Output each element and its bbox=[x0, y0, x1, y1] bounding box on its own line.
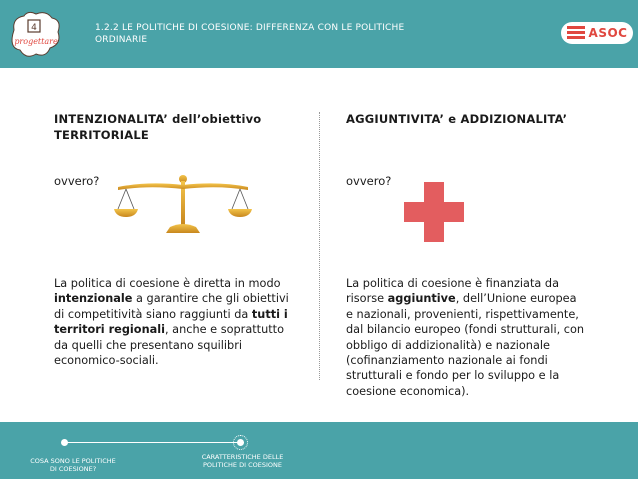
page-title: 1.2.2 LE POLITICHE DI COESIONE: DIFFERENZA CON LE POLITICHE ORDINARIE bbox=[95, 23, 405, 45]
left-desc-segment: a garantire che gli obiettivi di competitività siano raggiunti da bbox=[54, 292, 289, 321]
right-title: AGGIUNTIVITA’ e ADDIZIONALITA’ bbox=[346, 112, 568, 126]
footer-timeline bbox=[0, 422, 638, 479]
timeline-step-2[interactable] bbox=[237, 439, 244, 446]
timeline-label-2[interactable]: CARATTERISTICHE DELLE POLITICHE DI COESIONE bbox=[201, 453, 284, 469]
timeline-label-1[interactable]: COSA SONO LE POLITICHE DI COESIONE? bbox=[30, 457, 116, 473]
left-desc-segment: La politica di coesione è diretta in modo bbox=[54, 277, 281, 290]
asoc-logo bbox=[561, 22, 633, 44]
right-description bbox=[346, 276, 586, 399]
column-divider bbox=[319, 112, 320, 380]
left-column bbox=[54, 112, 304, 368]
left-title: INTENZIONALITA’ dell’obiettivo TERRITORIALE bbox=[54, 112, 262, 142]
asoc-label: ASOC bbox=[588, 26, 628, 40]
left-desc-segment: , anche e soprattutto da quelli che presentano squilibri economico-sociali. bbox=[54, 323, 285, 368]
progettare-logo-icon bbox=[6, 8, 66, 62]
right-desc-segment: aggiuntive bbox=[387, 292, 456, 306]
right-desc-segment: La politica di coesione è finanziata da risorse bbox=[346, 277, 559, 306]
plus-cross-icon bbox=[404, 182, 464, 242]
timeline-step-1[interactable] bbox=[61, 439, 68, 446]
left-ovvero: ovvero? bbox=[54, 174, 100, 188]
right-desc-segment: , dell’Unione europea e nazionali, provenienti, rispettivamente, dal bilancio europeo (fondi strutturali, con obbligo di addizionalità) e nazionale (cofinanziamento nazionale ai fondi strutturali e fondo per lo sviluppo e la coesione economica). bbox=[346, 292, 585, 398]
asoc-stripes-icon bbox=[567, 26, 585, 40]
left-desc-segment: tutti i territori regionali bbox=[54, 307, 288, 337]
header-bar bbox=[0, 0, 638, 68]
timeline-line bbox=[64, 442, 244, 443]
right-column bbox=[346, 112, 596, 398]
balance-scale-icon bbox=[108, 175, 258, 235]
left-description bbox=[54, 276, 294, 368]
logo-number: 4 bbox=[31, 23, 37, 33]
logo-text: progettare bbox=[14, 37, 58, 46]
right-ovvero: ovvero? bbox=[346, 174, 392, 188]
left-desc-segment: intenzionale bbox=[54, 292, 133, 306]
